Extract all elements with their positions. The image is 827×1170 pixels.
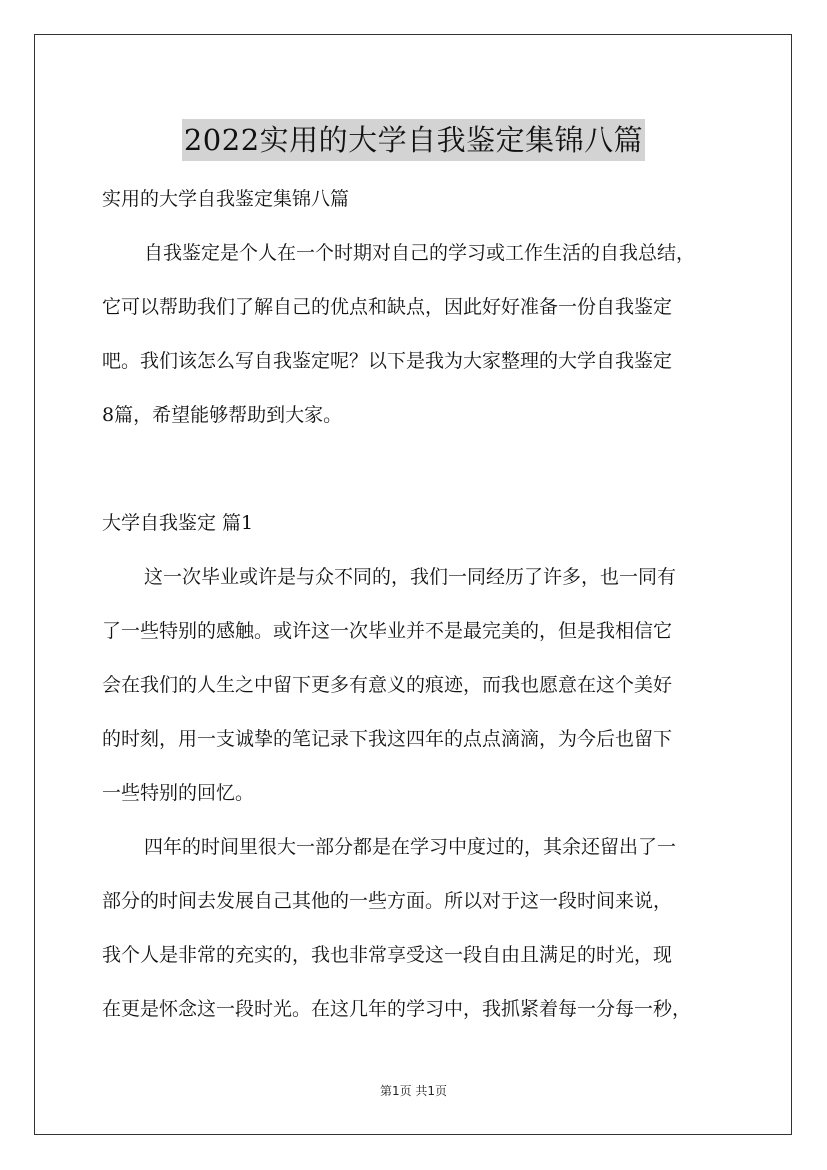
- page-footer: 第1页 共1页: [379, 1084, 448, 1098]
- intro-line: 自我鉴定是个人在一个时期对自己的学习或工作生活的自我总结，: [144, 242, 696, 264]
- paragraph-line: 四年的时间里很大一部分都是在学习中度过的，其余还留出了一: [144, 836, 677, 858]
- paragraph-line: 会在我们的人生之中留下更多有意义的痕迹，而我也愿意在这个美好: [102, 674, 673, 696]
- paragraph-gap: [102, 442, 730, 496]
- paragraph-line: 这一次毕业或许是与众不同的，我们一同经历了许多，也一同有: [144, 566, 677, 588]
- document-title: 2022实用的大学自我鉴定集锦八篇: [182, 119, 645, 161]
- document-body: [102, 172, 730, 1036]
- intro-line: 吧。我们该怎么写自我鉴定呢？以下是我为大家整理的大学自我鉴定: [102, 350, 673, 372]
- paragraph-line: 我个人是非常的充实的，我也非常享受这一段自由且满足的时光，现: [102, 944, 673, 966]
- intro-line: 它可以帮助我们了解自己的优点和缺点，因此好好准备一份自我鉴定: [102, 296, 673, 318]
- title-container: [0, 100, 827, 181]
- section-heading: 大学自我鉴定 篇1: [102, 512, 254, 534]
- paragraph-line: 部分的时间去发展自己其他的一些方面。所以对于这一段时间来说，: [102, 890, 673, 912]
- paragraph-line: 了一些特别的感触。或许这一次毕业并不是最完美的，但是我相信它: [102, 620, 673, 642]
- paragraph-line: 的时刻，用一支诚挚的笔记录下我这四年的点点滴滴，为今后也留下: [102, 728, 673, 750]
- paragraph-line: 在更是怀念这一段时光。在这几年的学习中，我抓紧着每一分每一秒，: [102, 998, 692, 1020]
- document-subtitle: 实用的大学自我鉴定集锦八篇: [102, 188, 350, 210]
- paragraph-line: 一些特别的回忆。: [102, 782, 255, 804]
- intro-line: 8篇，希望能够帮助到大家。: [102, 404, 343, 426]
